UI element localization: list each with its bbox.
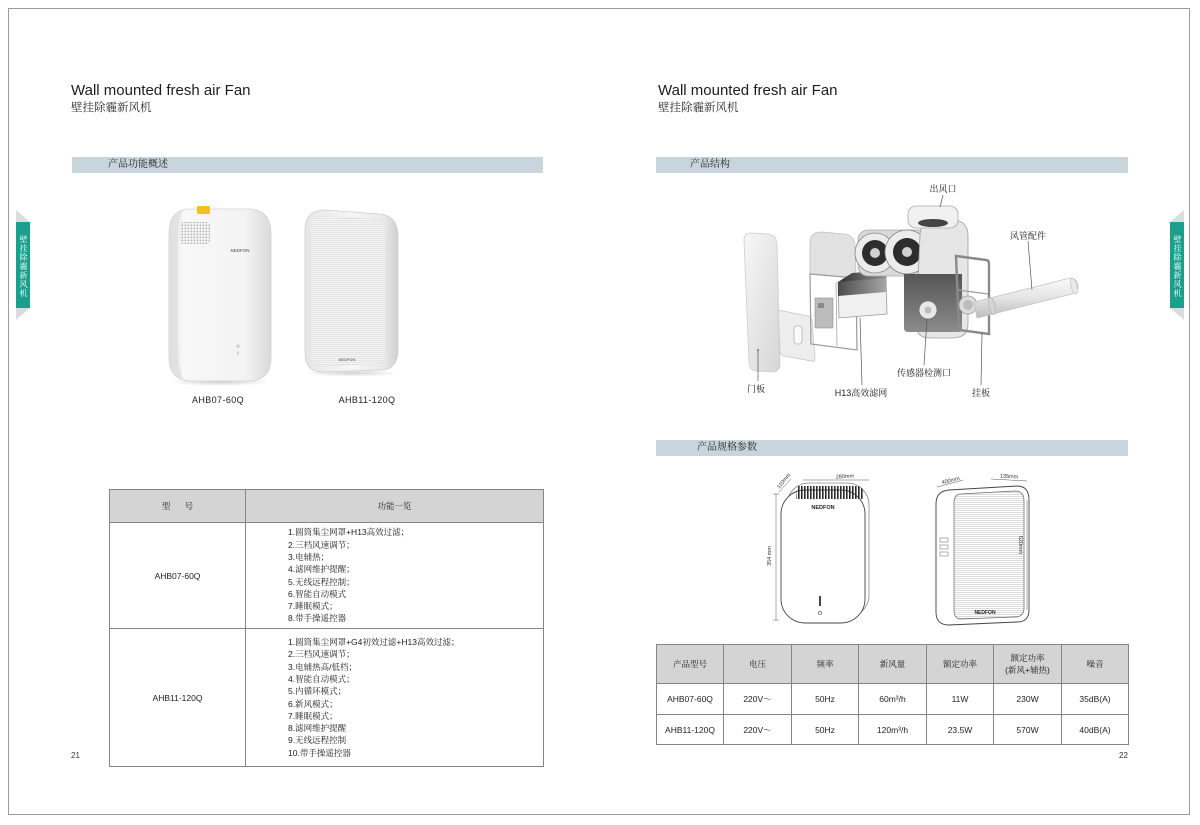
list-item: 6.新风模式；: [288, 698, 338, 709]
header-model: 产品型号: [657, 645, 724, 684]
product-label-ahb07: AHB07-60Q: [191, 395, 245, 405]
yellow-tab: [197, 206, 210, 214]
list-item: 1.圆筒集尘网罩+H13高效过滤；: [288, 527, 410, 538]
cell-noise: 35dB(A): [1062, 684, 1129, 715]
list-item: 9.无线远程控制: [288, 735, 347, 746]
list-item: 1.圆筒集尘网罩+G4初效过滤+H13高效过滤；: [288, 637, 460, 648]
label-air-outlet: 出风口: [929, 184, 957, 194]
right-side-tab: [1170, 210, 1184, 320]
list-item: 3.电辅热高/低档；: [288, 661, 357, 672]
header-voltage: 电压: [724, 645, 792, 684]
list-item: 2.三档风速调节；: [288, 649, 355, 660]
product-photos: [160, 200, 410, 390]
indicator-light: [236, 344, 239, 347]
front-grille: [310, 216, 386, 366]
page-number-left: 21: [71, 751, 80, 760]
list-item: 10.带手操遥控器: [288, 747, 351, 758]
list-item: 3.电辅热；: [288, 551, 330, 562]
header-features: 功能一览: [246, 490, 544, 523]
right-page-title: Wall mounted fresh air Fan: [658, 82, 838, 99]
right-page-subtitle: 壁挂除霾新风机: [658, 102, 739, 114]
brand-logo: NEDFON: [338, 357, 356, 362]
dim-drawing-a-width: 280mm: [835, 473, 855, 481]
header-noise: 噪音: [1062, 645, 1129, 684]
cell-model: AHB07-60Q: [657, 684, 724, 715]
cover-plate-part: [778, 310, 815, 361]
section-title: 产品功能概述: [108, 159, 168, 170]
row-features: [246, 523, 544, 629]
row-model: AHB11-120Q: [110, 629, 246, 767]
left-page-title: Wall mounted fresh air Fan: [71, 82, 251, 99]
section-bar-structure: [656, 157, 1128, 173]
product-label-ahb11: AHB11-120Q: [338, 395, 396, 405]
list-item: 5.无线远程控制；: [288, 576, 355, 587]
table-header-row: [110, 490, 544, 523]
dim-drawing-a-height: 354 mm: [767, 546, 773, 566]
label-duct-fitting: 风管配件: [1009, 231, 1047, 241]
cell-airflow: 120m³/h: [859, 715, 927, 745]
table-row: [657, 684, 1129, 715]
cell-frequency: 50Hz: [792, 715, 859, 745]
section-bar-specs: [656, 440, 1128, 456]
h13-filter-part: [838, 270, 890, 318]
product-ahb11-image: [304, 210, 400, 377]
feature-table: [109, 489, 544, 767]
table-row: [110, 523, 544, 629]
table-row: [110, 629, 544, 767]
label-wall-plate: 挂板: [971, 388, 991, 398]
exploded-structure-diagram: [730, 178, 1090, 403]
label-sensor-port: 传感器检测口: [896, 368, 952, 378]
table-row: [657, 715, 1129, 745]
cell-rated-power: 11W: [927, 684, 994, 715]
left-page-subtitle: 壁挂除霾新风机: [71, 102, 152, 114]
feature-list: [246, 636, 543, 759]
cell-noise: 40dB(A): [1062, 715, 1129, 745]
dimension-drawing-a: [767, 472, 869, 623]
header-line: 额定功率: [1010, 653, 1045, 663]
dim-drawing-b-width: 400mm: [941, 475, 961, 487]
label-h13-filter: H13高效滤网: [834, 388, 888, 398]
cell-model: AHB11-120Q: [657, 715, 724, 745]
cell-voltage: 220V～: [724, 715, 792, 745]
list-item: 8.滤网维护提醒: [288, 723, 347, 734]
row-model: AHB07-60Q: [110, 523, 246, 629]
dimension-drawing-b: [936, 474, 1029, 625]
row-features: [246, 629, 544, 767]
header-frequency: 频率: [792, 645, 859, 684]
label-door-panel: 门板: [746, 384, 766, 394]
cell-voltage: 220V～: [724, 684, 792, 715]
cell-rated-power-heating: 570W: [994, 715, 1062, 745]
section-bar-features: [72, 157, 543, 173]
header-note: (新风+辅热): [1005, 665, 1050, 675]
cell-airflow: 60m³/h: [859, 684, 927, 715]
list-item: 6.智能自动模式: [288, 588, 347, 599]
list-item: 5.内循环模式；: [288, 686, 347, 697]
header-model: 型 号: [110, 490, 246, 523]
side-tab-label: 壁挂除霾新风机: [19, 234, 28, 298]
list-item: 4.智能自动模式；: [288, 673, 355, 684]
list-item: 7.睡眠模式；: [288, 601, 338, 612]
feature-list: [246, 526, 543, 624]
dimension-drawings: [765, 470, 1045, 635]
header-rated-power-heating: [994, 645, 1062, 684]
page-number-right: 22: [1119, 751, 1128, 760]
brand-logo: NEDFON: [811, 505, 835, 511]
section-title: 产品规格参数: [697, 442, 757, 453]
header-airflow: 新风量: [859, 645, 927, 684]
brand-logo: NEDFON: [974, 610, 996, 616]
header-rated-power: 额定功率: [927, 645, 994, 684]
table-header-row: [657, 645, 1129, 684]
vent-grille: [180, 222, 210, 244]
cell-frequency: 50Hz: [792, 684, 859, 715]
side-tab-label: 壁挂除霾新风机: [1173, 234, 1182, 298]
list-item: 8.带手操遥控器: [288, 613, 347, 624]
cell-rated-power: 23.5W: [927, 715, 994, 745]
spec-table: [656, 644, 1129, 745]
brand-logo: NEDFON: [230, 248, 250, 253]
dim-drawing-b-depth: 135mm: [999, 473, 1019, 481]
product-ahb07-image: [168, 206, 272, 386]
left-side-tab: [16, 210, 30, 320]
list-item: 4.滤网维护提醒；: [288, 564, 355, 575]
section-title: 产品结构: [690, 159, 730, 170]
dim-drawing-a-depth: 110mm: [776, 472, 793, 491]
air-outlet-part: [908, 206, 958, 228]
list-item: 2.三档风速调节；: [288, 539, 355, 550]
list-item: 7.睡眠模式；: [288, 710, 338, 721]
door-panel-part: [744, 233, 780, 372]
cell-rated-power-heating: 230W: [994, 684, 1062, 715]
dim-drawing-b-height: 620mm: [1017, 535, 1023, 555]
